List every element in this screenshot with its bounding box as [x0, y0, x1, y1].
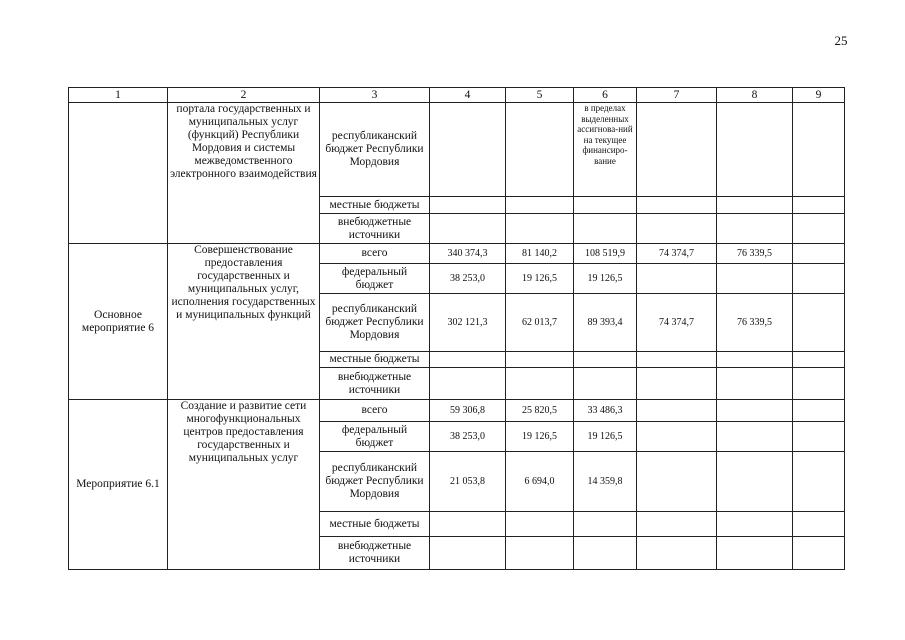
column-header: 2	[168, 88, 320, 103]
value-cell	[793, 512, 845, 537]
column-header: 7	[637, 88, 717, 103]
value-cell: 19 126,5	[506, 264, 574, 294]
value-cell	[574, 197, 637, 214]
value-cell	[430, 214, 506, 244]
column-header: 1	[69, 88, 168, 103]
value-cell: 89 393,4	[574, 294, 637, 352]
column-header: 4	[430, 88, 506, 103]
page-number: 25	[834, 33, 848, 48]
program-text-cell: портала государственных и муниципальных услуг (функций) Республики Мордовия и системы межведомственного электронного взаимодействия	[168, 103, 320, 244]
funding-source: всего	[320, 244, 430, 264]
value-cell	[793, 244, 845, 264]
table-row	[69, 244, 845, 264]
value-cell: 108 519,9	[574, 244, 637, 264]
value-cell	[574, 352, 637, 368]
value-cell	[637, 264, 717, 294]
value-cell	[793, 214, 845, 244]
value-cell: 21 053,8	[430, 452, 506, 512]
value-cell: 74 374,7	[637, 244, 717, 264]
value-cell	[637, 512, 717, 537]
table-row	[69, 400, 845, 422]
value-cell: 302 121,3	[430, 294, 506, 352]
value-cell	[717, 512, 793, 537]
value-cell	[430, 368, 506, 400]
value-cell	[717, 214, 793, 244]
value-cell	[717, 400, 793, 422]
value-cell	[637, 352, 717, 368]
funding-source: всего	[320, 400, 430, 422]
funding-source: федеральный бюджет	[320, 264, 430, 294]
funding-note: в пределах выделенных ассигнова-ний на текущее финансиро-вание	[574, 103, 637, 197]
value-cell	[430, 512, 506, 537]
funding-source: местные бюджеты	[320, 512, 430, 537]
value-cell	[793, 400, 845, 422]
table-row	[69, 103, 845, 197]
value-cell: 33 486,3	[574, 400, 637, 422]
value-cell: 76 339,5	[717, 294, 793, 352]
value-cell	[637, 103, 717, 197]
value-cell	[717, 537, 793, 570]
funding-source: республиканский бюджет Республики Мордовия	[320, 452, 430, 512]
value-cell: 38 253,0	[430, 422, 506, 452]
value-cell	[430, 352, 506, 368]
value-cell: 340 374,3	[430, 244, 506, 264]
value-cell	[637, 368, 717, 400]
value-cell	[506, 537, 574, 570]
value-cell	[717, 368, 793, 400]
funding-source: местные бюджеты	[320, 352, 430, 368]
value-cell	[506, 352, 574, 368]
value-cell	[793, 352, 845, 368]
value-cell	[717, 352, 793, 368]
value-cell	[637, 214, 717, 244]
value-cell: 19 126,5	[574, 422, 637, 452]
value-cell	[793, 452, 845, 512]
value-cell	[574, 512, 637, 537]
value-cell	[793, 537, 845, 570]
value-cell: 25 820,5	[506, 400, 574, 422]
value-cell	[506, 368, 574, 400]
value-cell: 74 374,7	[637, 294, 717, 352]
value-cell	[717, 197, 793, 214]
value-cell	[793, 103, 845, 197]
event-name-cell: Основное мероприятие 6	[69, 244, 168, 400]
column-header: 5	[506, 88, 574, 103]
funding-source: республиканский бюджет Республики Мордовия	[320, 294, 430, 352]
value-cell	[717, 452, 793, 512]
value-cell	[793, 294, 845, 352]
funding-source: федеральный бюджет	[320, 422, 430, 452]
value-cell	[637, 452, 717, 512]
value-cell	[793, 422, 845, 452]
value-cell	[506, 512, 574, 537]
event-name-cell	[69, 103, 168, 244]
value-cell	[793, 264, 845, 294]
value-cell	[717, 422, 793, 452]
value-cell	[717, 103, 793, 197]
funding-source: местные бюджеты	[320, 197, 430, 214]
value-cell	[506, 103, 574, 197]
value-cell: 81 140,2	[506, 244, 574, 264]
value-cell	[430, 197, 506, 214]
value-cell: 59 306,8	[430, 400, 506, 422]
value-cell	[574, 214, 637, 244]
budget-table	[68, 87, 845, 570]
column-header: 9	[793, 88, 845, 103]
value-cell	[506, 214, 574, 244]
value-cell	[637, 400, 717, 422]
value-cell	[717, 264, 793, 294]
value-cell: 76 339,5	[717, 244, 793, 264]
value-cell	[574, 368, 637, 400]
value-cell: 38 253,0	[430, 264, 506, 294]
column-header: 6	[574, 88, 637, 103]
program-text-cell: Создание и развитие сети многофункциональных центров предоставления государственных и муниципальных услуг	[168, 400, 320, 570]
value-cell	[574, 537, 637, 570]
event-name-cell: Мероприятие 6.1	[69, 400, 168, 570]
value-cell	[430, 103, 506, 197]
value-cell: 14 359,8	[574, 452, 637, 512]
value-cell: 6 694,0	[506, 452, 574, 512]
value-cell	[637, 197, 717, 214]
funding-source: республиканский бюджет Республики Мордовия	[320, 103, 430, 197]
value-cell	[430, 537, 506, 570]
value-cell: 62 013,7	[506, 294, 574, 352]
value-cell	[793, 197, 845, 214]
value-cell: 19 126,5	[574, 264, 637, 294]
column-header: 3	[320, 88, 430, 103]
funding-source: внебюджетные источники	[320, 537, 430, 570]
header-row	[69, 88, 845, 103]
value-cell: 19 126,5	[506, 422, 574, 452]
value-cell	[793, 368, 845, 400]
funding-source: внебюджетные источники	[320, 368, 430, 400]
column-header: 8	[717, 88, 793, 103]
funding-source: внебюджетные источники	[320, 214, 430, 244]
value-cell	[506, 197, 574, 214]
value-cell	[637, 537, 717, 570]
value-cell	[637, 422, 717, 452]
program-text-cell: Совершенствование предоставления государственных и муниципальных услуг, исполнения государственных и муниципальных функций	[168, 244, 320, 400]
